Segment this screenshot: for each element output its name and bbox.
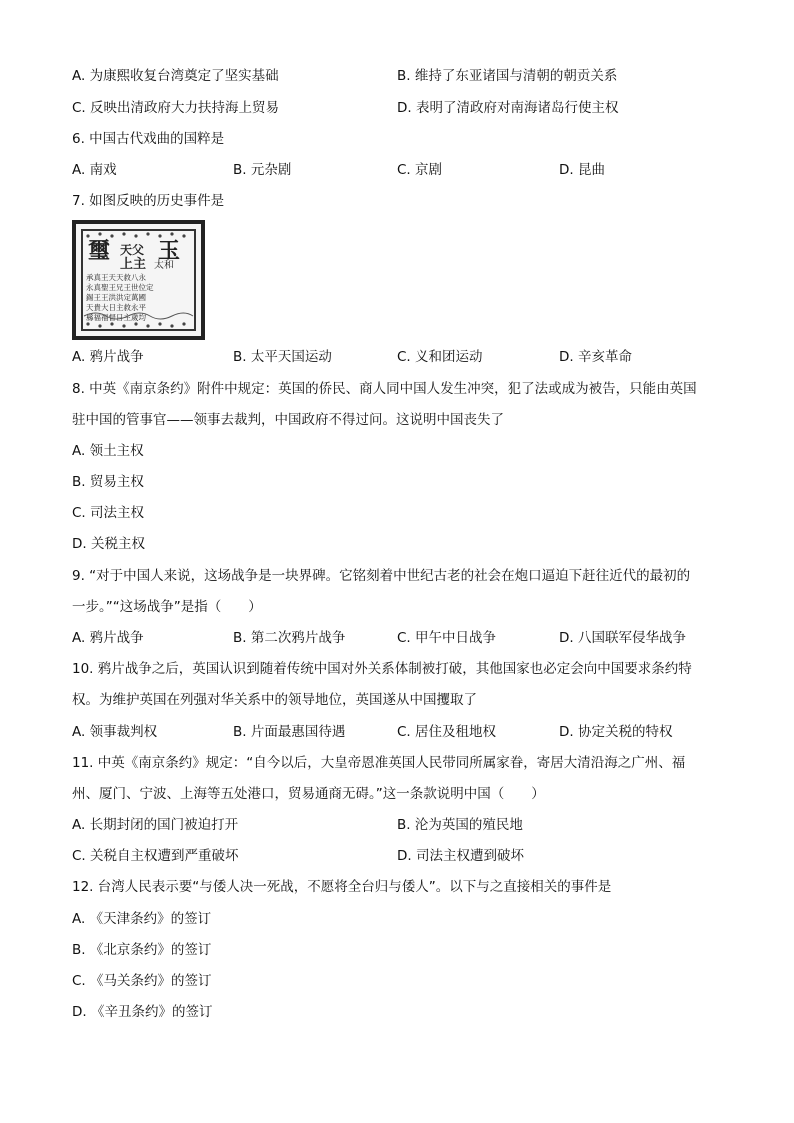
q8-option-a: A. 领土主权 (72, 443, 144, 459)
q9-option-c: C. 甲午中日战争 (397, 630, 497, 646)
q12-option-b: B. 《北京条约》的签订 (72, 942, 212, 958)
q12-option-a: A. 《天津条约》的签订 (72, 911, 212, 927)
q10-stem-line2: 权。为维护英国在列强对华关系中的领导地位，英国遂从中国攫取了 (72, 692, 477, 708)
q6-option-a: A. 南戏 (72, 162, 117, 178)
svg-text:承真王天天救八永: 承真王天天救八永 (86, 273, 146, 282)
q9-option-b: B. 第二次鸦片战争 (233, 630, 346, 646)
q5-option-a: A. 为康熙收复台湾奠定了坚实基础 (72, 68, 279, 84)
q11-stem-line2: 州、厦门、宁波、上海等五处港口，贸易通商无碍。”这一条款说明中国（ ） (72, 786, 545, 802)
q12-stem: 12. 台湾人民表示要“与倭人决一死战，不愿将全台归与倭人”。以下与之直接相关的事件是 (72, 879, 612, 895)
q9-stem-line1: 9. “对于中国人来说，这场战争是一块界碑。它铭刻着中世纪古老的社会在炮口逼迫下赶往近代的最初的 (72, 568, 691, 584)
svg-text:天貴大日主救永平: 天貴大日主救永平 (86, 303, 146, 312)
q12-option-d: D. 《辛丑条约》的签订 (72, 1004, 213, 1020)
q8-stem-line2: 驻中国的管事官——领事去裁判，中国政府不得过问。这说明中国丧失了 (72, 412, 504, 428)
q11-stem-line1: 11. 中英《南京条约》规定：“自今以后，大皇帝恩准英国人民带同所属家眷，寄居大清沿海之广州、福 (72, 755, 686, 771)
q6-option-d: D. 昆曲 (559, 162, 605, 178)
q5-option-b: B. 维持了东亚诸国与清朝的朝贡关系 (397, 68, 618, 84)
q10-option-d: D. 协定关税的特权 (559, 724, 673, 740)
q8-option-c: C. 司法主权 (72, 505, 145, 521)
q6-option-b: B. 元杂剧 (233, 162, 292, 178)
svg-text:縣福福督日主歲均: 縣福福督日主歲均 (86, 313, 146, 322)
q7-option-c: C. 义和团运动 (397, 349, 483, 365)
q5-option-c: C. 反映出清政府大力扶持海上贸易 (72, 100, 280, 116)
svg-text:玉: 玉 (158, 238, 181, 264)
q5-option-d: D. 表明了清政府对南海诸岛行使主权 (397, 100, 619, 116)
q9-stem-line2: 一步。”“这场战争”是指（ ） (72, 599, 262, 615)
q6-stem: 6. 中国古代戏曲的国粹是 (72, 131, 225, 147)
svg-text:上主: 上主 (120, 257, 147, 272)
q12-option-c: C. 《马关条约》的签订 (72, 973, 212, 989)
q7-option-d: D. 辛亥革命 (559, 349, 632, 365)
q8-option-b: B. 贸易主权 (72, 474, 144, 490)
q6-option-c: C. 京剧 (397, 162, 443, 178)
q11-option-a: A. 长期封闭的国门被迫打开 (72, 817, 239, 833)
q11-option-d: D. 司法主权遭到破坏 (397, 848, 524, 864)
q8-stem-line1: 8. 中英《南京条约》附件中规定：英国的侨民、商人同中国人发生冲突，犯了法或成为被告，只能由英国 (72, 381, 697, 397)
q10-stem-line1: 10. 鸦片战争之后，英国认识到随着传统中国对外关系体制被打破，其他国家也必定会向中国要求条约特 (72, 661, 692, 677)
svg-text:錫王王洪洪定萬國: 錫王王洪洪定萬國 (86, 293, 146, 302)
q9-option-a: A. 鸦片战争 (72, 630, 144, 646)
q7-option-b: B. 太平天国运动 (233, 349, 332, 365)
q7-stem: 7. 如图反映的历史事件是 (72, 193, 225, 209)
q9-option-d: D. 八国联军侵华战争 (559, 630, 686, 646)
svg-text:太和: 太和 (154, 260, 174, 271)
q7-option-a: A. 鸦片战争 (72, 349, 144, 365)
svg-text:天父: 天父 (120, 243, 145, 257)
svg-text:璽: 璽 (88, 238, 111, 264)
q11-option-b: B. 沦为英国的殖民地 (397, 817, 523, 833)
seal-image (72, 220, 205, 340)
q10-option-b: B. 片面最惠国待遇 (233, 724, 346, 740)
q10-option-a: A. 领事裁判权 (72, 724, 158, 740)
q11-option-c: C. 关税自主权遭到严重破坏 (72, 848, 239, 864)
seal-illustration (76, 224, 201, 336)
svg-text:永真聖王兄王世位定: 永真聖王兄王世位定 (86, 283, 154, 292)
q8-option-d: D. 关税主权 (72, 536, 145, 552)
q10-option-c: C. 居住及租地权 (397, 724, 497, 740)
